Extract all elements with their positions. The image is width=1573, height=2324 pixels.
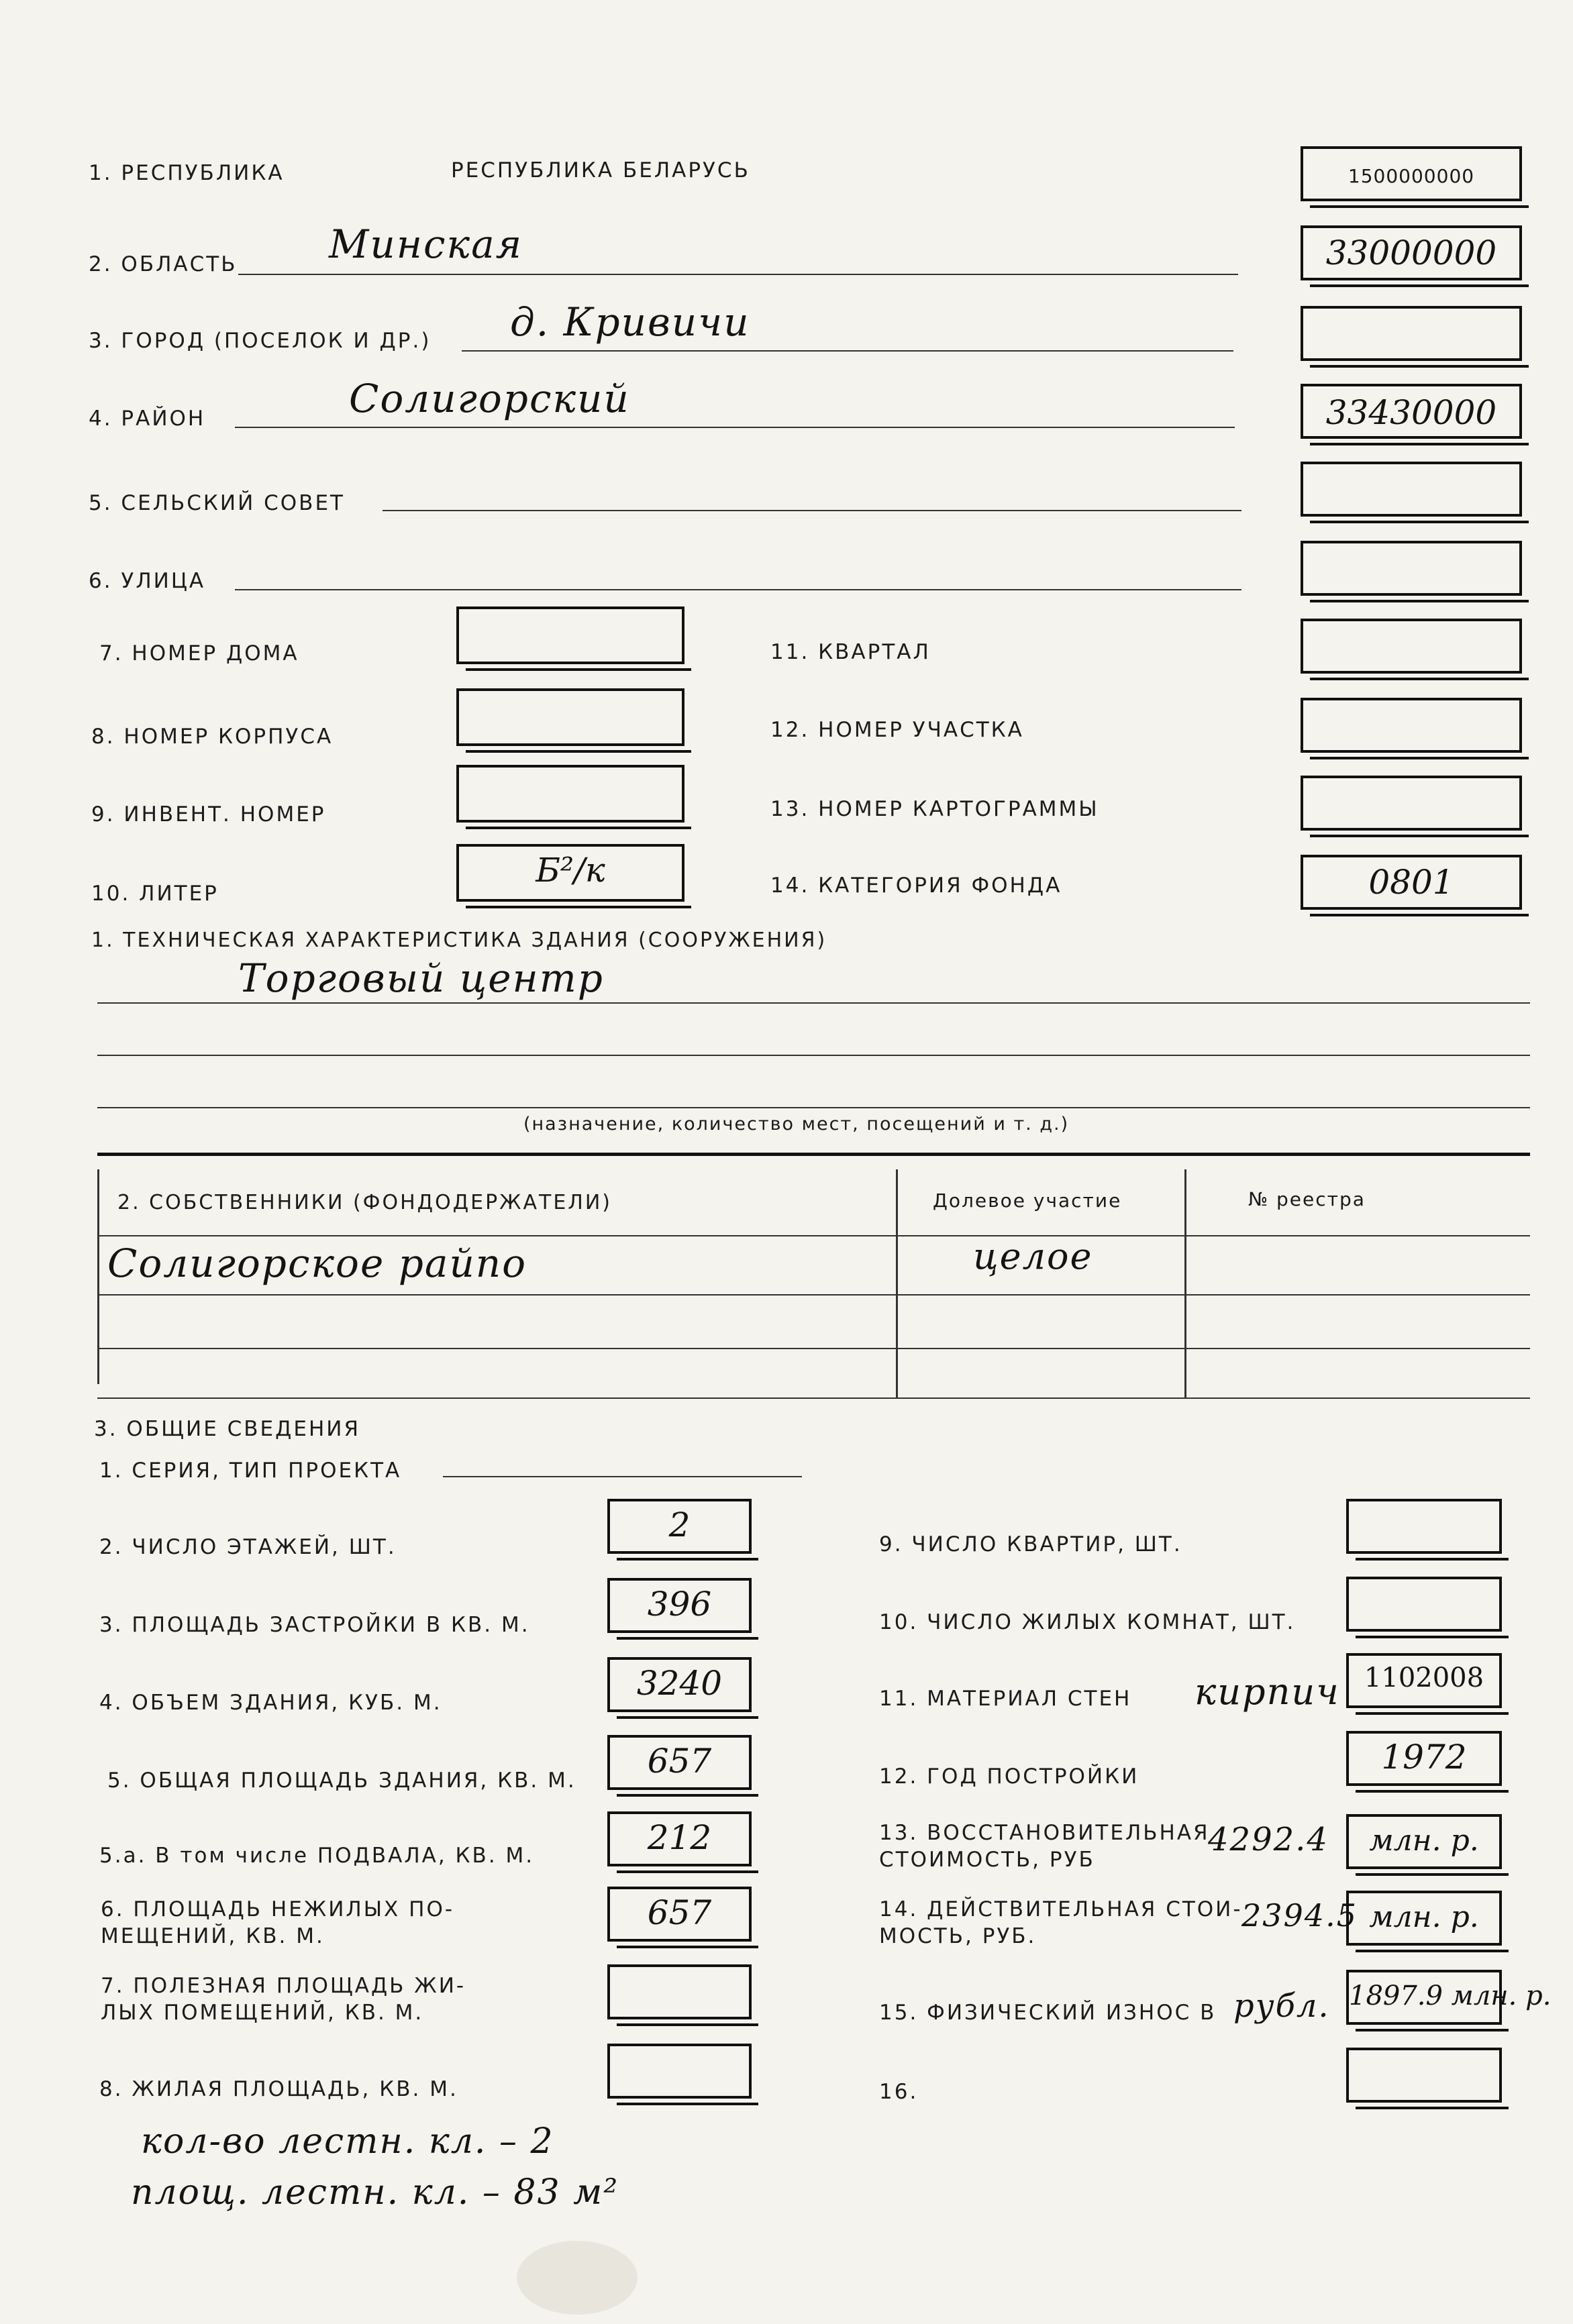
district-value: Солигорский	[349, 376, 630, 421]
oblast-line	[238, 274, 1238, 275]
nonres-box[interactable]	[607, 1887, 752, 1942]
item16-box[interactable]	[1346, 2048, 1502, 2103]
total-area-box[interactable]	[607, 1735, 752, 1790]
built-area-label: 3. ПЛОЩАДЬ ЗАСТРОЙКИ В КВ. М.	[99, 1613, 530, 1637]
wear-unit-handwritten: рубл.	[1233, 1987, 1330, 2025]
liter-label: 10. ЛИТЕР	[91, 882, 219, 906]
kvartal-box[interactable]	[1301, 619, 1522, 674]
house-box[interactable]	[456, 606, 684, 664]
owners-col-divider-2	[1184, 1169, 1186, 1397]
building-purpose-value: Торговый центр	[238, 955, 604, 1001]
owners-col-divider-1	[896, 1169, 898, 1397]
walls-value: кирпич	[1195, 1671, 1340, 1713]
actual-unit: млн. р.	[1369, 1900, 1479, 1934]
walls-label: 11. МАТЕРИАЛ СТЕН	[879, 1687, 1132, 1711]
actual-box[interactable]	[1346, 1891, 1502, 1946]
floors-box[interactable]	[607, 1499, 752, 1554]
wear-label: 15. ФИЗИЧЕСКИЙ ИЗНОС В	[879, 2001, 1217, 2025]
restore-box[interactable]	[1346, 1814, 1502, 1869]
restore-value: 4292.4	[1208, 1821, 1329, 1858]
section1-title: 1. ТЕХНИЧЕСКАЯ ХАРАКТЕРИСТИКА ЗДАНИЯ (СООРУЖЕНИЯ)	[91, 929, 827, 952]
total-area-value: 657	[647, 1742, 712, 1781]
district-code-box[interactable]	[1301, 384, 1522, 439]
year-box[interactable]	[1346, 1731, 1502, 1786]
note-staircase-count: кол-во лестн. кл. – 2	[141, 2121, 554, 2162]
liter-box[interactable]	[456, 844, 684, 902]
walls-code: 1102008	[1364, 1662, 1484, 1693]
built-area-box[interactable]	[607, 1578, 752, 1633]
apartments-box[interactable]	[1346, 1499, 1502, 1554]
useful-label: 7. ПОЛЕЗНАЯ ПЛОЩАДЬ ЖИ- ЛЫХ ПОМЕЩЕНИЙ, КВ. М.	[101, 1974, 466, 2025]
district-label: 4. РАЙОН	[89, 407, 206, 431]
year-label: 12. ГОД ПОСТРОЙКИ	[879, 1764, 1139, 1789]
republic-code-box[interactable]	[1301, 146, 1522, 201]
item16-label: 16.	[879, 2080, 919, 2104]
actual-label: 14. ДЕЙСТВИТЕЛЬНАЯ СТОИ- МОСТЬ, РУБ.	[879, 1897, 1243, 1948]
oblast-label: 2. ОБЛАСТЬ	[89, 252, 238, 276]
oblast-value: Минская	[329, 221, 523, 267]
republic-code: 1500000000	[1348, 165, 1475, 187]
actual-value: 2394.5	[1241, 1897, 1358, 1934]
fond-box[interactable]	[1301, 855, 1522, 910]
basement-box[interactable]	[607, 1811, 752, 1866]
invent-box[interactable]	[456, 765, 684, 823]
purpose-caption: (назначение, количество мест, посещений и т. д.)	[523, 1114, 1070, 1134]
total-area-label: 5. ОБЩАЯ ПЛОЩАДЬ ЗДАНИЯ, КВ. М.	[107, 1768, 576, 1793]
nonres-value: 657	[647, 1893, 712, 1932]
apartments-label: 9. ЧИСЛО КВАРТИР, ШТ.	[879, 1532, 1182, 1556]
selsovet-line	[383, 510, 1241, 511]
rooms-label: 10. ЧИСЛО ЖИЛЫХ КОМНАТ, ШТ.	[879, 1610, 1296, 1634]
volume-box[interactable]	[607, 1657, 752, 1712]
street-label: 6. УЛИЦА	[89, 569, 206, 593]
street-line	[235, 589, 1241, 590]
purpose-line-3	[97, 1107, 1530, 1108]
city-code-box[interactable]	[1301, 306, 1522, 361]
owners-table	[97, 1153, 1530, 1399]
note-staircase-area: площ. лестн. кл. – 83 м²	[131, 2172, 619, 2213]
purpose-line-2	[97, 1055, 1530, 1056]
purpose-line-1	[97, 1002, 1530, 1004]
walls-code-box[interactable]	[1346, 1653, 1502, 1708]
district-line	[235, 427, 1235, 428]
owners-header-line	[97, 1235, 1530, 1236]
built-area-value: 396	[647, 1585, 712, 1624]
city-line	[462, 350, 1233, 352]
uchastok-box[interactable]	[1301, 698, 1522, 753]
owners-col-owner: 2. СОБСТВЕННИКИ (ФОНДОДЕРЖАТЕЛИ)	[117, 1191, 613, 1214]
korpus-label: 8. НОМЕР КОРПУСА	[91, 725, 334, 749]
volume-label: 4. ОБЪЕМ ЗДАНИЯ, КУБ. М.	[99, 1691, 442, 1715]
section3-title: 3. ОБЩИЕ СВЕДЕНИЯ	[94, 1417, 360, 1441]
uchastok-label: 12. НОМЕР УЧАСТКА	[770, 718, 1024, 742]
house-label: 7. НОМЕР ДОМА	[99, 641, 299, 666]
kvartal-label: 11. КВАРТАЛ	[770, 640, 931, 664]
oblast-code: 33000000	[1325, 233, 1497, 272]
owners-left-border	[97, 1169, 99, 1384]
wear-value: 1897.9 млн. р.	[1349, 1980, 1552, 2011]
basement-label: 5.а. В том числе ПОДВАЛА, КВ. М.	[99, 1844, 535, 1868]
restore-unit: млн. р.	[1369, 1824, 1479, 1858]
fond-label: 14. КАТЕГОРИЯ ФОНДА	[770, 874, 1062, 898]
wear-box[interactable]	[1346, 1970, 1552, 2025]
fond-value: 0801	[1368, 863, 1454, 902]
selsovet-code-box[interactable]	[1301, 462, 1522, 517]
owners-row-line-2	[97, 1348, 1530, 1349]
series-line	[443, 1476, 802, 1477]
republic-label: 1. РЕСПУБЛИКА	[89, 161, 285, 185]
city-value: д. Кривичи	[510, 299, 750, 345]
series-label: 1. СЕРИЯ, ТИП ПРОЕКТА	[99, 1459, 402, 1483]
kartogramma-label: 13. НОМЕР КАРТОГРАММЫ	[770, 797, 1099, 821]
useful-box[interactable]	[607, 1964, 752, 2019]
paper-stain	[517, 2241, 638, 2315]
basement-value: 212	[647, 1818, 712, 1857]
district-code: 33430000	[1325, 393, 1497, 432]
floors-label: 2. ЧИСЛО ЭТАЖЕЙ, ШТ.	[99, 1535, 397, 1559]
restore-label: 13. ВОССТАНОВИТЕЛЬНАЯ СТОИМОСТЬ, РУБ	[879, 1821, 1210, 1872]
living-box[interactable]	[607, 2044, 752, 2099]
floors-value: 2	[668, 1506, 691, 1544]
kartogramma-box[interactable]	[1301, 776, 1522, 831]
street-code-box[interactable]	[1301, 541, 1522, 596]
oblast-code-box[interactable]	[1301, 225, 1522, 280]
rooms-box[interactable]	[1346, 1577, 1502, 1632]
owners-col-registry: № реестра	[1248, 1188, 1366, 1210]
korpus-box[interactable]	[456, 688, 684, 746]
owner-share: целое	[973, 1235, 1093, 1277]
city-label: 3. ГОРОД (ПОСЕЛОК И ДР.)	[89, 329, 432, 353]
volume-value: 3240	[636, 1664, 723, 1703]
owner-name: Солигорское райпо	[107, 1240, 527, 1286]
year-value: 1972	[1381, 1738, 1467, 1777]
owners-col-share: Долевое участие	[933, 1190, 1122, 1212]
selsovet-label: 5. СЕЛЬСКИЙ СОВЕТ	[89, 491, 345, 515]
republic-value: РЕСПУБЛИКА БЕЛАРУСЬ	[451, 158, 750, 182]
invent-label: 9. ИНВЕНТ. НОМЕР	[91, 802, 326, 827]
liter-value: Б²/к	[536, 851, 605, 890]
owners-row-line-1	[97, 1294, 1530, 1296]
nonres-label: 6. ПЛОЩАДЬ НЕЖИЛЫХ ПО- МЕЩЕНИЙ, КВ. М.	[101, 1897, 455, 1948]
living-label: 8. ЖИЛАЯ ПЛОЩАДЬ, КВ. М.	[99, 2077, 458, 2101]
